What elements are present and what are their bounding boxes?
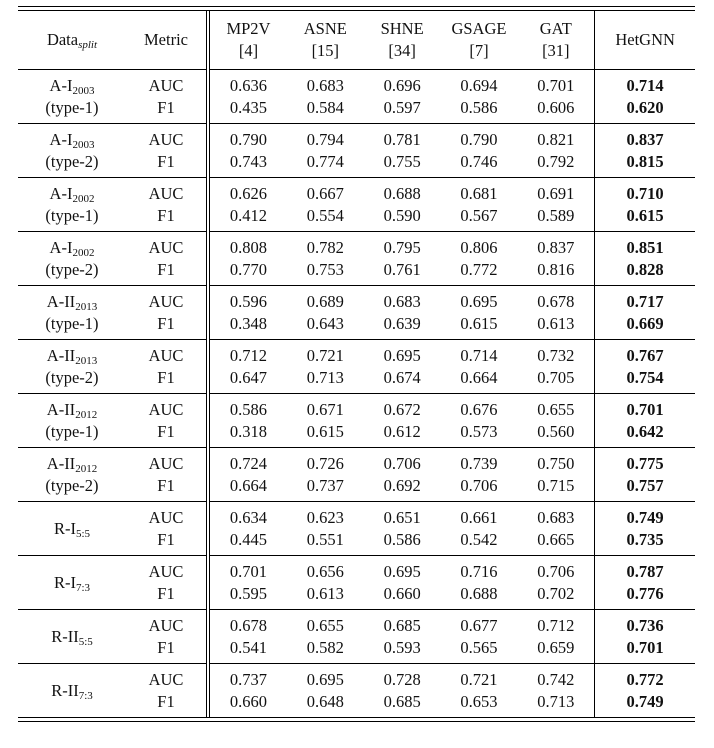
metric-cell: AUC F1 (126, 502, 208, 556)
header-method: SHNE [34] (380, 19, 424, 60)
value-cell: 0.821 0.792 (517, 124, 594, 178)
value-cell: 0.677 0.565 (441, 610, 518, 664)
value-cell: 0.676 0.573 (441, 394, 518, 448)
metric-cell: AUC F1 (126, 286, 208, 340)
value-cell: 0.742 0.713 (517, 664, 594, 718)
value-cell: 0.651 0.586 (364, 502, 441, 556)
value-cell: 0.808 0.770 (208, 232, 287, 286)
value-cell: 0.706 0.702 (517, 556, 594, 610)
value-cell: 0.726 0.737 (287, 448, 364, 502)
value-cell: 0.683 0.665 (517, 502, 594, 556)
value-cell: 0.696 0.597 (364, 70, 441, 124)
header-data-label: Data (46, 30, 79, 49)
hetgnn-value-cell: 0.736 0.701 (595, 610, 695, 664)
table-row (18, 70, 695, 124)
table-row (18, 394, 695, 448)
table-row (18, 178, 695, 232)
value-cell: 0.683 0.639 (364, 286, 441, 340)
value-cell: 0.714 0.664 (441, 340, 518, 394)
table-row (18, 502, 695, 556)
header-ours: HetGNN (615, 30, 675, 49)
value-cell: 0.712 0.659 (517, 610, 594, 664)
value-cell: 0.695 0.660 (364, 556, 441, 610)
metric-cell: AUC F1 (126, 232, 208, 286)
hetgnn-value-cell: 0.772 0.749 (595, 664, 695, 718)
dataset-cell: $R-II_{5:5}$ (18, 610, 126, 664)
value-cell: 0.596 0.348 (208, 286, 287, 340)
value-cell: 0.837 0.816 (517, 232, 594, 286)
value-cell: 0.732 0.705 (517, 340, 594, 394)
value-cell: 0.694 0.586 (441, 70, 518, 124)
value-cell: 0.795 0.761 (364, 232, 441, 286)
value-cell: 0.655 0.582 (287, 610, 364, 664)
value-cell: 0.681 0.567 (441, 178, 518, 232)
dataset-cell: $R-I_{5:5}$ (18, 502, 126, 556)
value-cell: 0.716 0.688 (441, 556, 518, 610)
hetgnn-value-cell: 0.837 0.815 (595, 124, 695, 178)
metric-cell: AUC F1 (126, 70, 208, 124)
dataset-cell: $A-I_{2002}$ (type-2) (18, 232, 126, 286)
dataset-cell: $A-II_{2013}$ (type-2) (18, 340, 126, 394)
dataset-cell: $A-II_{2013}$ (type-1) (18, 286, 126, 340)
metric-cell: AUC F1 (126, 664, 208, 718)
value-cell: 0.678 0.541 (208, 610, 287, 664)
table-body (18, 70, 695, 718)
header-row (18, 11, 695, 70)
table-row (18, 556, 695, 610)
metric-cell: AUC F1 (126, 340, 208, 394)
value-cell: 0.750 0.715 (517, 448, 594, 502)
header-method: MP2V [4] (226, 19, 271, 60)
value-cell: 0.661 0.542 (441, 502, 518, 556)
bottom-rule-inner (18, 721, 695, 722)
hetgnn-value-cell: 0.714 0.620 (595, 70, 695, 124)
table-row (18, 124, 695, 178)
hetgnn-value-cell: 0.775 0.757 (595, 448, 695, 502)
value-cell: 0.688 0.590 (364, 178, 441, 232)
value-cell: 0.806 0.772 (441, 232, 518, 286)
table-row (18, 610, 695, 664)
header-metric: Metric (126, 11, 208, 70)
value-cell: 0.656 0.613 (287, 556, 364, 610)
metric-cell: AUC F1 (126, 394, 208, 448)
hetgnn-value-cell: 0.787 0.776 (595, 556, 695, 610)
header-data (18, 11, 126, 70)
table-row (18, 232, 695, 286)
value-cell: 0.689 0.643 (287, 286, 364, 340)
dataset-cell: $A-I_{2003}$ (type-2) (18, 124, 126, 178)
value-cell: 0.712 0.647 (208, 340, 287, 394)
metric-cell: AUC F1 (126, 610, 208, 664)
value-cell: 0.623 0.551 (287, 502, 364, 556)
value-cell: 0.667 0.554 (287, 178, 364, 232)
value-cell: 0.695 0.674 (364, 340, 441, 394)
value-cell: 0.691 0.589 (517, 178, 594, 232)
results-table (18, 11, 695, 717)
value-cell: 0.706 0.692 (364, 448, 441, 502)
results-table-container (18, 6, 695, 722)
dataset-cell: $A-I_{2002}$ (type-1) (18, 178, 126, 232)
value-cell: 0.671 0.615 (287, 394, 364, 448)
table-row (18, 448, 695, 502)
value-cell: 0.790 0.743 (208, 124, 287, 178)
metric-cell: AUC F1 (126, 556, 208, 610)
top-rule (18, 6, 695, 7)
value-cell: 0.678 0.613 (517, 286, 594, 340)
value-cell: 0.586 0.318 (208, 394, 287, 448)
header-method: GSAGE [7] (451, 19, 507, 60)
hetgnn-value-cell: 0.710 0.615 (595, 178, 695, 232)
dataset-cell: $A-II_{2012}$ (type-2) (18, 448, 126, 502)
value-cell: 0.695 0.648 (287, 664, 364, 718)
value-cell: 0.655 0.560 (517, 394, 594, 448)
hetgnn-value-cell: 0.749 0.735 (595, 502, 695, 556)
header-data-subscript: split (78, 39, 98, 51)
value-cell: 0.790 0.746 (441, 124, 518, 178)
value-cell: 0.781 0.755 (364, 124, 441, 178)
value-cell: 0.721 0.653 (441, 664, 518, 718)
value-cell: 0.794 0.774 (287, 124, 364, 178)
value-cell: 0.636 0.435 (208, 70, 287, 124)
dataset-cell: $R-I_{7:3}$ (18, 556, 126, 610)
metric-cell: AUC F1 (126, 124, 208, 178)
table-row (18, 286, 695, 340)
hetgnn-value-cell: 0.851 0.828 (595, 232, 695, 286)
dataset-cell: $A-II_{2012}$ (type-1) (18, 394, 126, 448)
value-cell: 0.695 0.615 (441, 286, 518, 340)
value-cell: 0.634 0.445 (208, 502, 287, 556)
value-cell: 0.672 0.612 (364, 394, 441, 448)
value-cell: 0.724 0.664 (208, 448, 287, 502)
header-method: ASNE [15] (303, 19, 347, 60)
dataset-cell: $A-I_{2003}$ (type-1) (18, 70, 126, 124)
value-cell: 0.782 0.753 (287, 232, 364, 286)
bottom-rule (18, 717, 695, 718)
header-method: GAT [31] (517, 11, 594, 70)
hetgnn-value-cell: 0.701 0.642 (595, 394, 695, 448)
table-row (18, 340, 695, 394)
dataset-cell: $R-II_{7:3}$ (18, 664, 126, 718)
hetgnn-value-cell: 0.767 0.754 (595, 340, 695, 394)
hetgnn-value-cell: 0.717 0.669 (595, 286, 695, 340)
value-cell: 0.701 0.595 (208, 556, 287, 610)
value-cell: 0.737 0.660 (208, 664, 287, 718)
value-cell: 0.701 0.606 (517, 70, 594, 124)
value-cell: 0.683 0.584 (287, 70, 364, 124)
table-row (18, 664, 695, 718)
value-cell: 0.626 0.412 (208, 178, 287, 232)
metric-cell: AUC F1 (126, 178, 208, 232)
value-cell: 0.739 0.706 (441, 448, 518, 502)
value-cell: 0.728 0.685 (364, 664, 441, 718)
metric-cell: AUC F1 (126, 448, 208, 502)
value-cell: 0.685 0.593 (364, 610, 441, 664)
value-cell: 0.721 0.713 (287, 340, 364, 394)
